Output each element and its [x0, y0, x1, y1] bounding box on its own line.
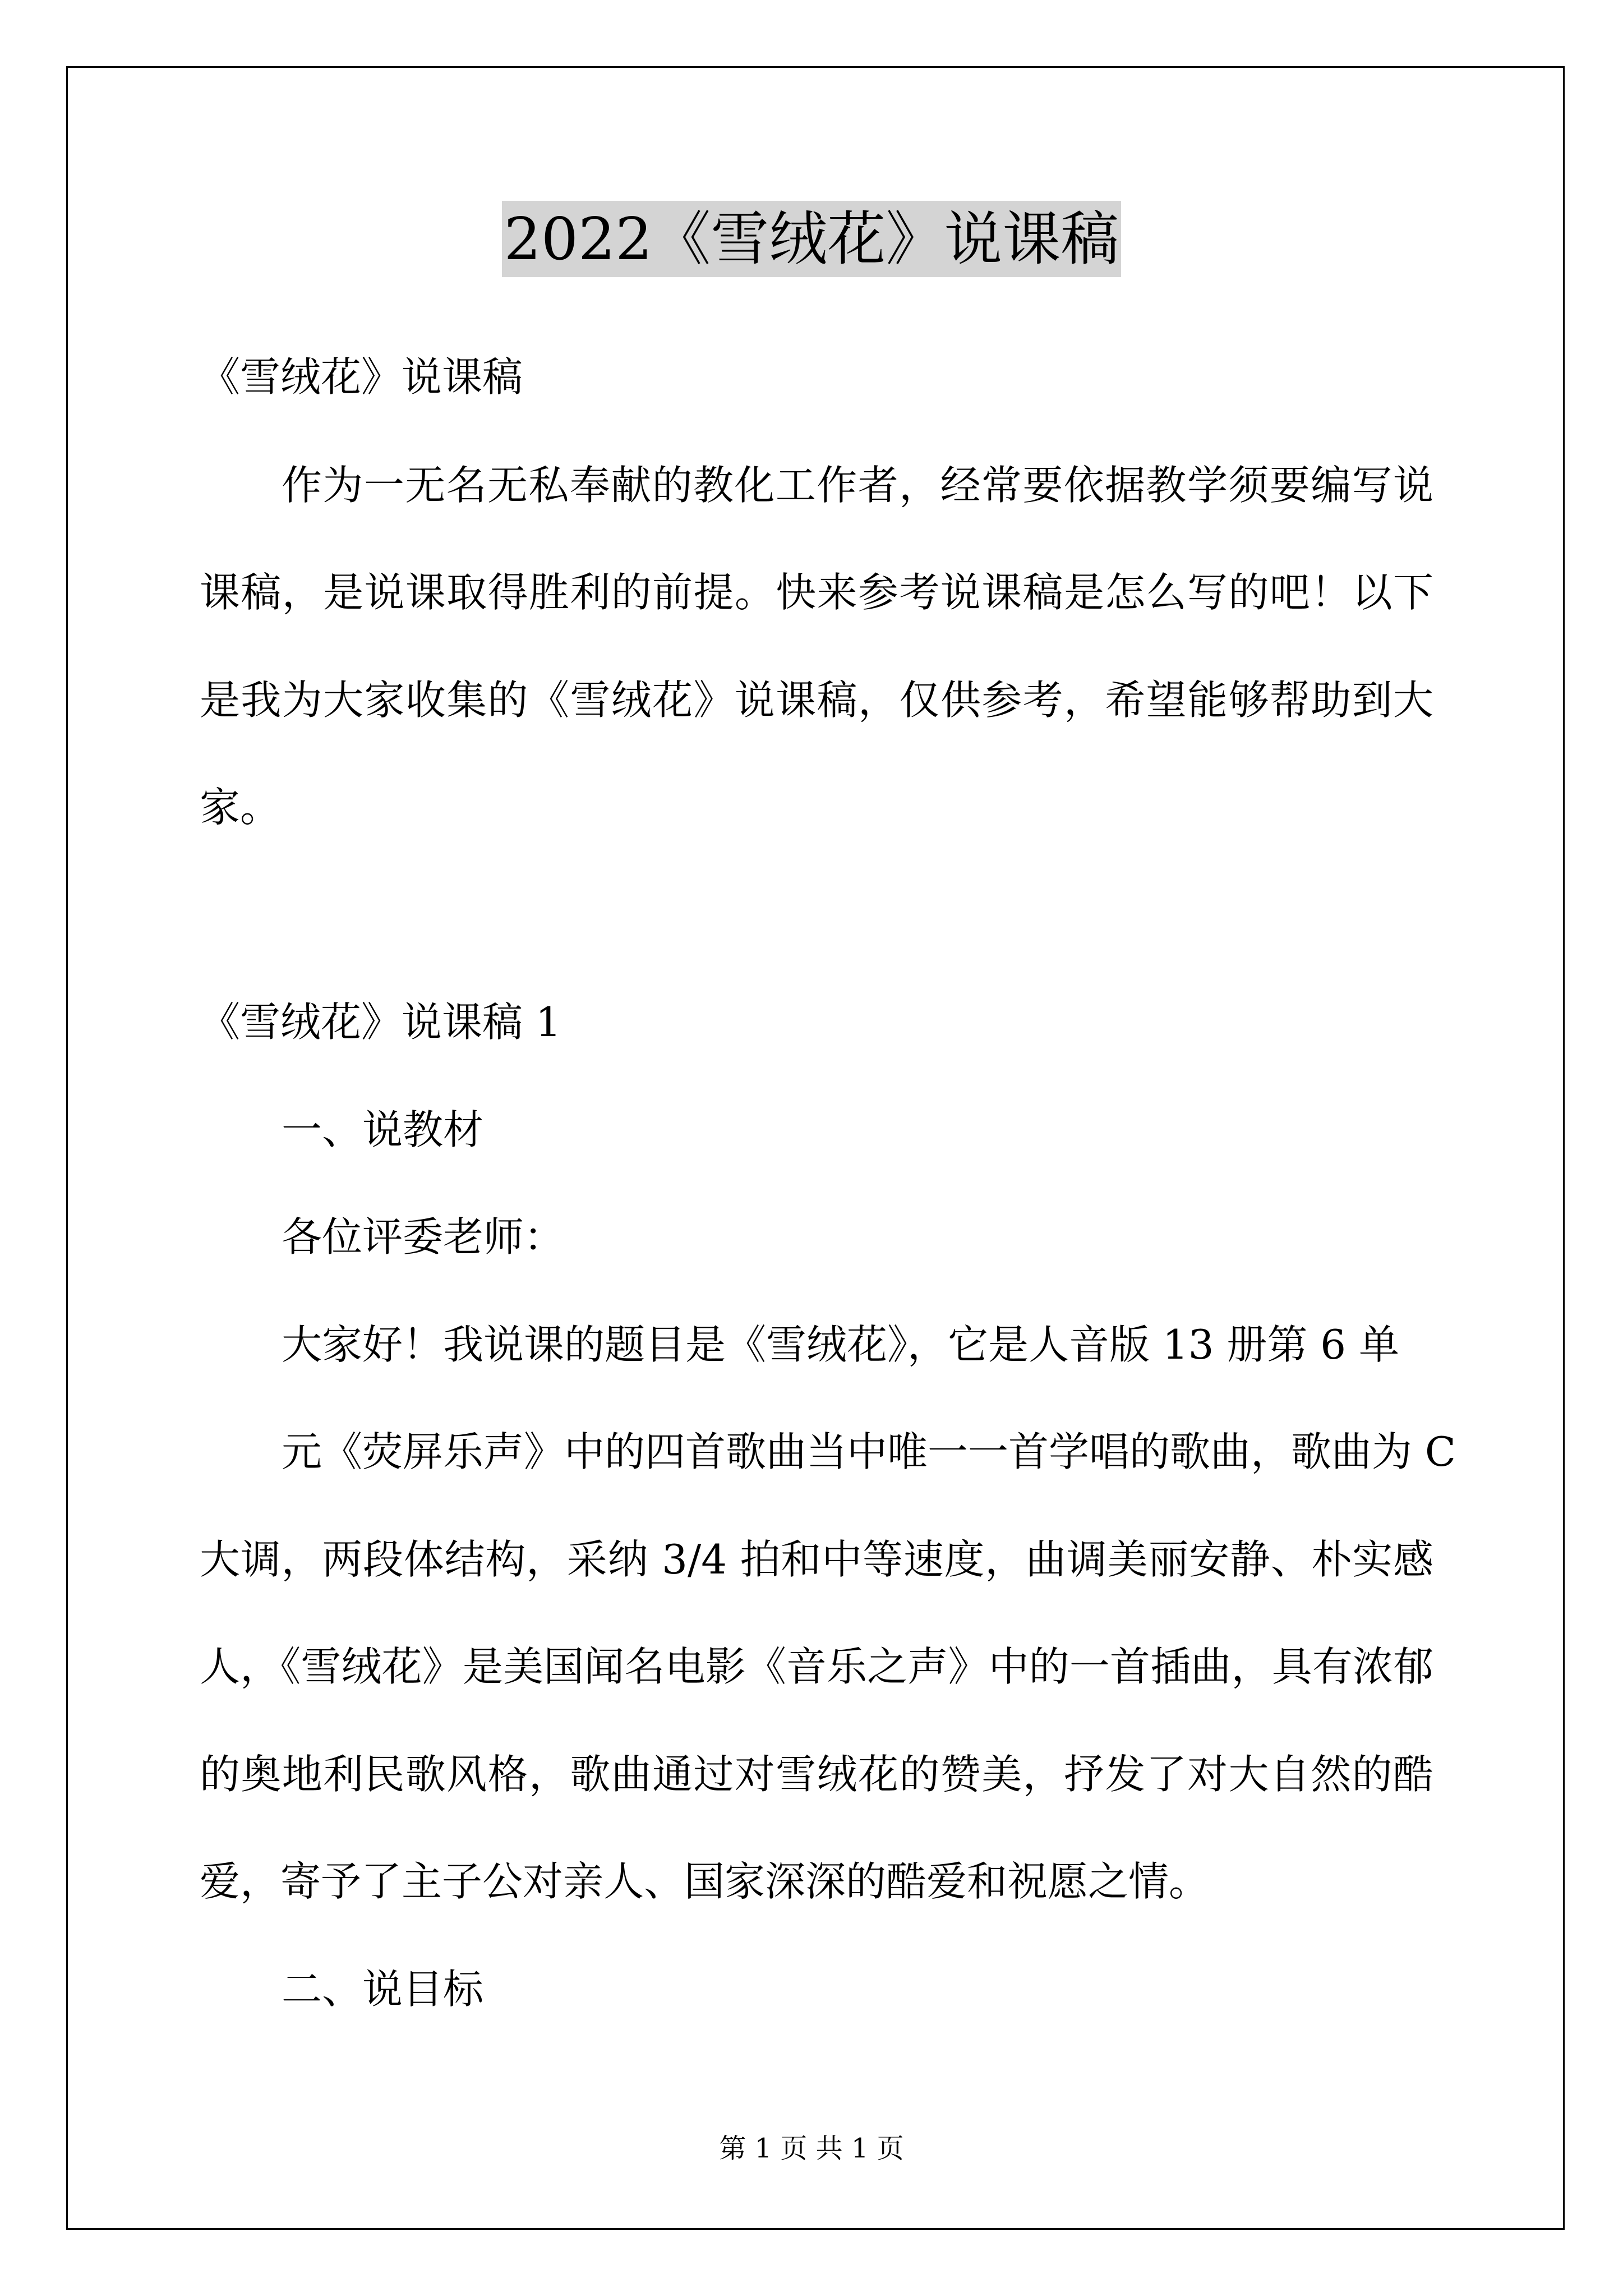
subtitle-line: 《雪绒花》说课稿 — [200, 353, 523, 401]
page-footer: 第 1 页 共 1 页 — [719, 2133, 904, 2164]
paragraph-line: 是我为大家收集的《雪绒花》说课稿，仅供参考，希望能够帮助到大 — [200, 677, 1433, 724]
document-title: 2022《雪绒花》说课稿 — [502, 201, 1122, 277]
paragraph-line: 的奥地利民歌风格，歌曲通过对雪绒花的赞美，抒发了对大自然的酷 — [200, 1751, 1433, 1798]
section-subheading: 二、说目标 — [282, 1966, 484, 2013]
paragraph-line: 各位评委老师： — [282, 1213, 565, 1260]
paragraph-line: 人，《雪绒花》是美国闻名电影《音乐之声》中的一首插曲，具有浓郁 — [200, 1643, 1433, 1690]
section-subheading: 一、说教材 — [282, 1106, 484, 1153]
paragraph-line: 爱，寄予了主子公对亲人、国家深深的酷爱和祝愿之情。 — [200, 1858, 1210, 1905]
paragraph-line: 作为一无名无私奉献的教化工作者，经常要依据教学须要编写说 — [282, 462, 1433, 509]
paragraph-line: 大家好！我说课的题目是《雪绒花》，它是人音版 13 册第 6 单 — [282, 1321, 1399, 1368]
title-container — [0, 201, 1623, 277]
paragraph-line: 家。 — [200, 784, 281, 831]
paragraph-line: 课稿，是说课取得胜利的前提。快来参考说课稿是怎么写的吧！以下 — [200, 569, 1433, 616]
section-heading: 《雪绒花》说课稿 1 — [200, 999, 561, 1046]
paragraph-line: 元《荧屏乐声》中的四首歌曲当中唯一一首学唱的歌曲，歌曲为 C — [282, 1428, 1456, 1475]
paragraph-line: 大调，两段体结构，采纳 3/4 拍和中等速度，曲调美丽安静、朴实感 — [200, 1536, 1433, 1583]
